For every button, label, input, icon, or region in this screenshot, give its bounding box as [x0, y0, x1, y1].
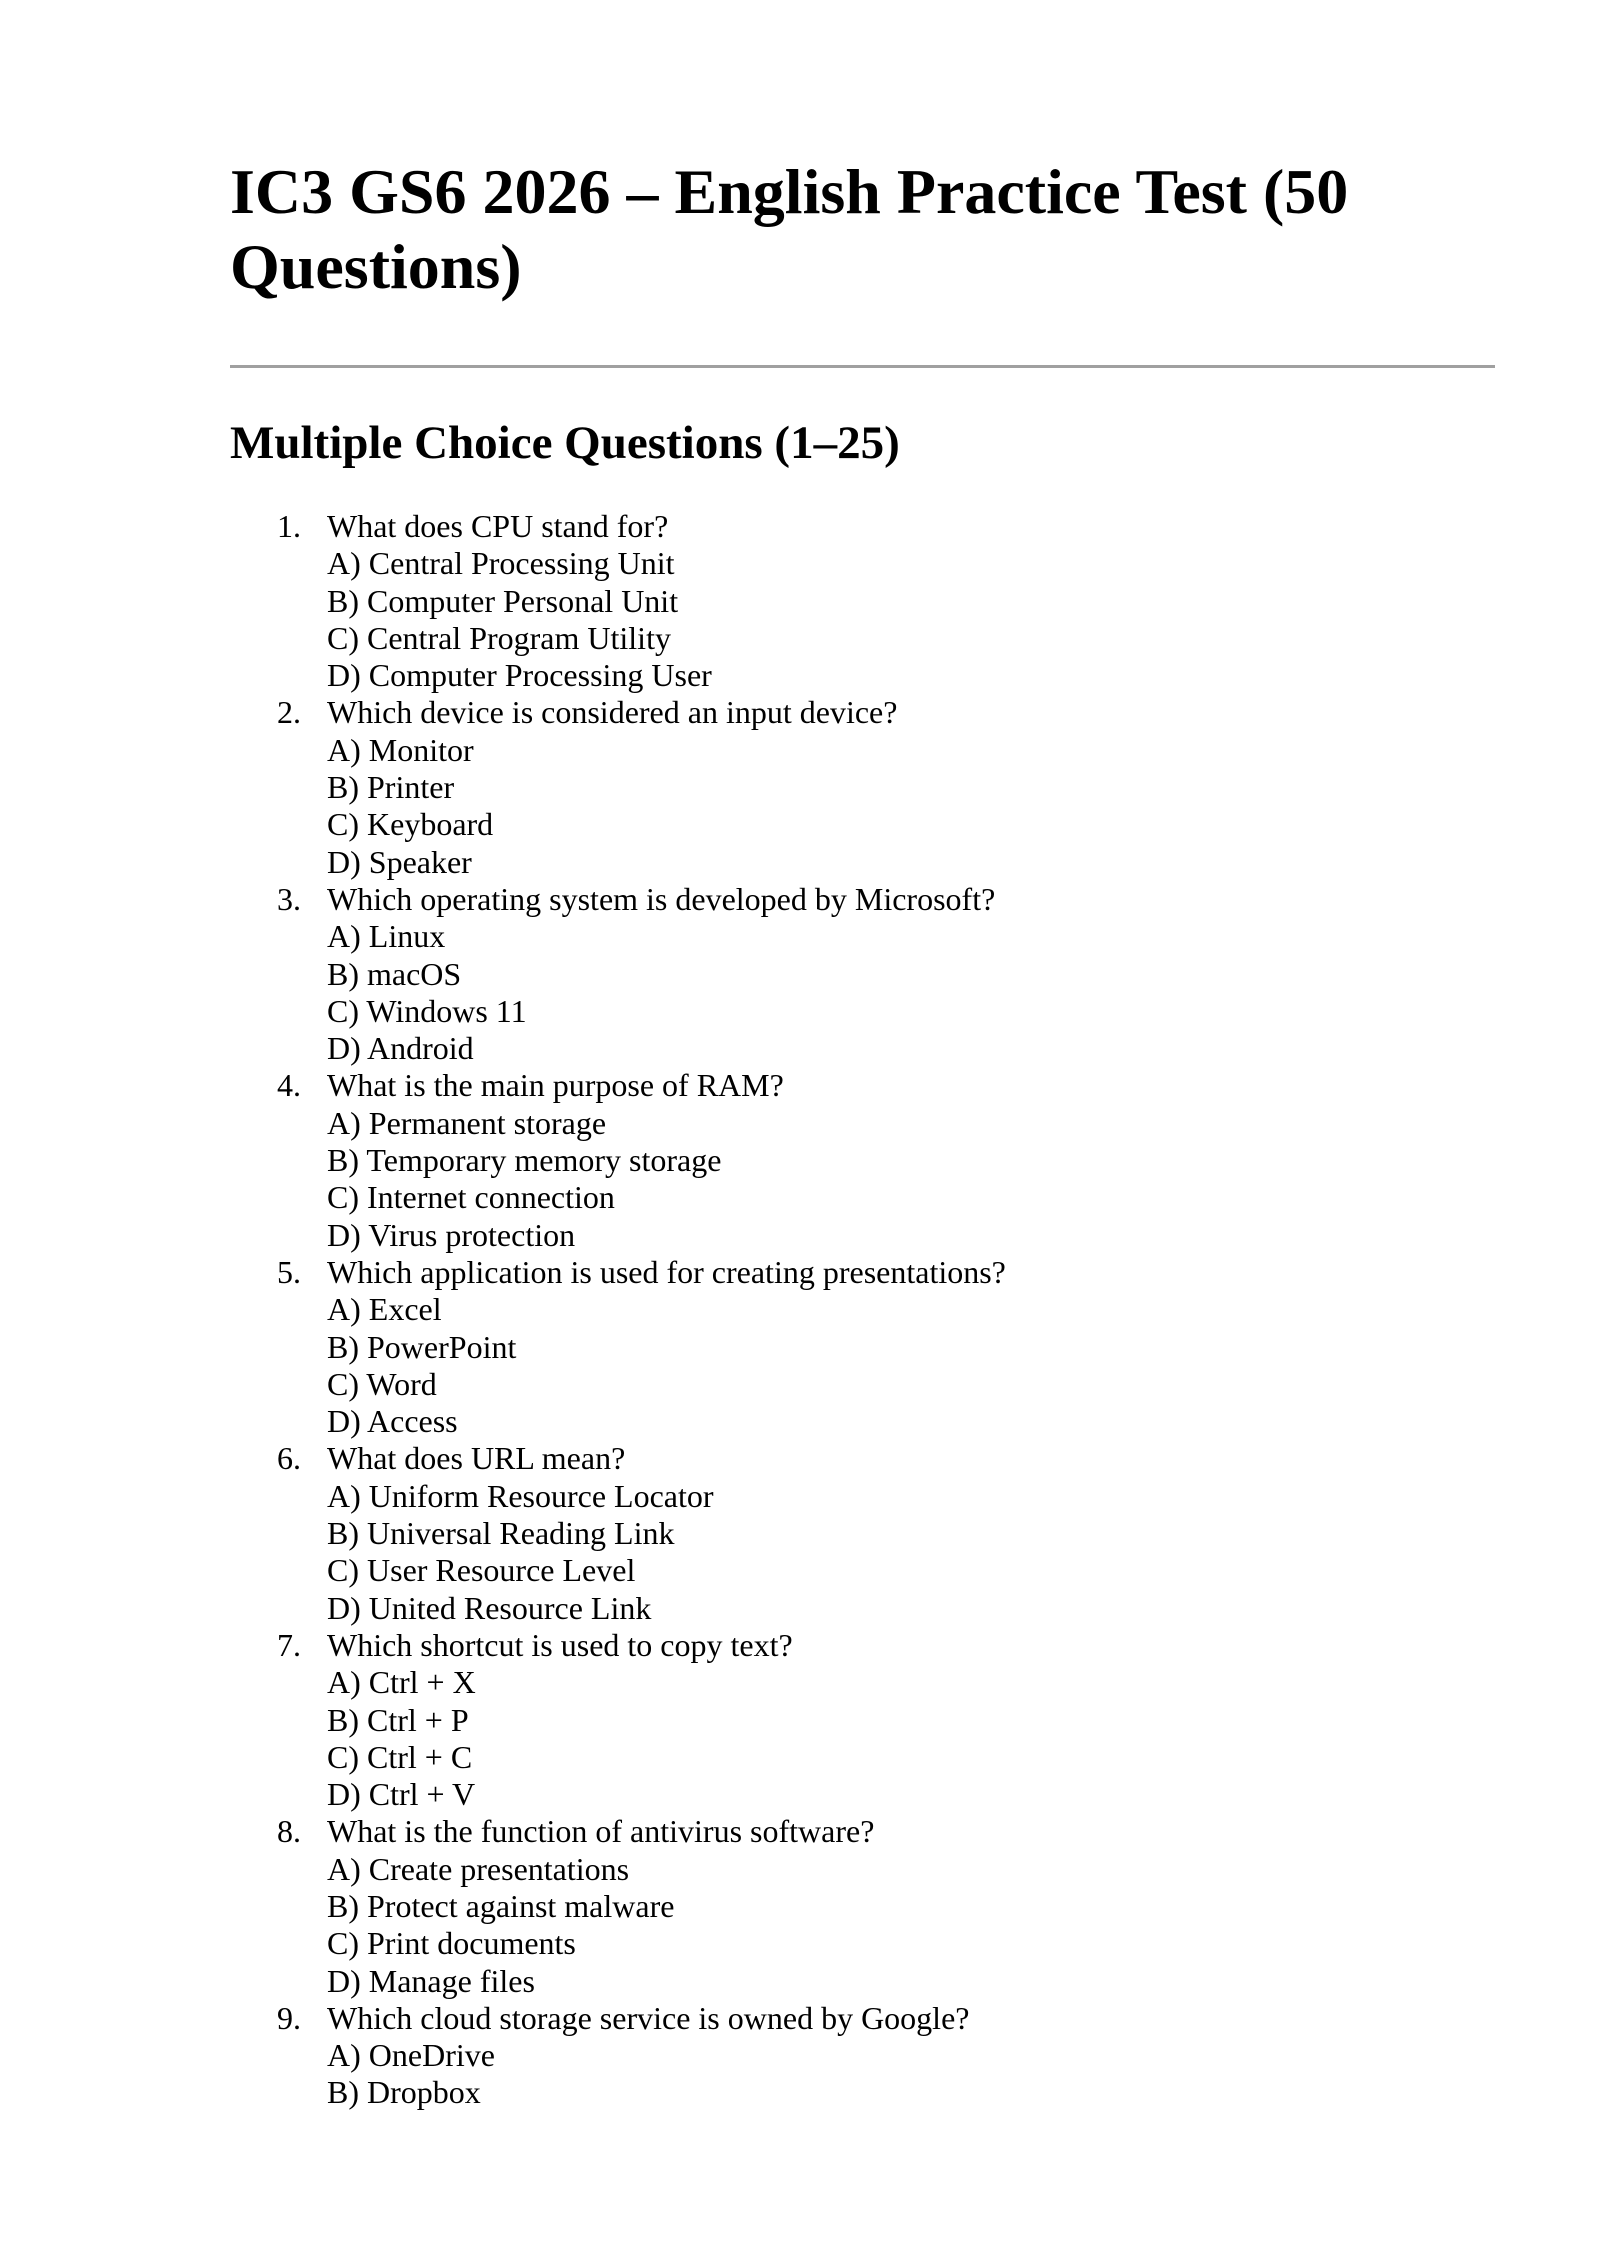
answer-option: A) Central Processing Unit [327, 545, 675, 582]
answer-option: A) Excel [327, 1291, 442, 1328]
question-text: Which cloud storage service is owned by Google? [327, 1999, 970, 2036]
answer-option: A) Monitor [327, 731, 474, 768]
answer-option: D) Computer Processing User [327, 657, 712, 694]
question-number: 9. [277, 1999, 301, 2036]
answer-option: C) Central Program Utility [327, 619, 671, 656]
answer-option: D) Speaker [327, 843, 472, 880]
answer-option: B) macOS [327, 955, 462, 992]
answer-option: A) Ctrl + X [327, 1664, 476, 1701]
question-text: Which shortcut is used to copy text? [327, 1626, 793, 1663]
answer-option: B) Universal Reading Link [327, 1515, 675, 1552]
document-title: IC3 GS6 2026 – English Practice Test (50 Questions) [230, 156, 1349, 302]
question-number: 3. [277, 880, 301, 917]
answer-option: A) Create presentations [327, 1850, 630, 1887]
answer-option: A) Uniform Resource Locator [327, 1477, 714, 1514]
answer-option: B) Printer [327, 769, 455, 806]
question-number: 7. [277, 1626, 301, 1663]
question-item [230, 1813, 1495, 1999]
question-item [230, 1627, 1495, 1813]
question-item [230, 1067, 1495, 1253]
question-number: 6. [277, 1440, 301, 1477]
answer-option: C) Internet connection [327, 1179, 615, 1216]
question-text: Which device is considered an input device? [327, 694, 898, 731]
question-number: 4. [277, 1067, 301, 1104]
question-item [230, 1254, 1495, 1440]
question-item [230, 881, 1495, 1067]
answer-option: B) Ctrl + P [327, 1701, 469, 1738]
answer-option: B) Computer Personal Unit [327, 582, 679, 619]
question-number: 1. [277, 508, 301, 544]
question-number: 2. [277, 694, 301, 731]
question-list [230, 508, 1495, 2112]
answer-option: D) Ctrl + V [327, 1776, 476, 1813]
answer-option: A) Permanent storage [327, 1104, 607, 1141]
question-text: Which application is used for creating presentations? [327, 1253, 1006, 1290]
question-text: What is the function of antivirus software? [327, 1813, 875, 1850]
section-heading: Multiple Choice Questions (1–25) [230, 417, 900, 469]
answer-option: D) Virus protection [327, 1216, 576, 1253]
horizontal-rule [230, 365, 1495, 368]
answer-option: B) Dropbox [327, 2074, 481, 2111]
answer-option: C) Windows 11 [327, 992, 527, 1029]
question-number: 8. [277, 1813, 301, 1850]
question-text: Which operating system is developed by Microsoft? [327, 880, 996, 917]
question-item [230, 2000, 1495, 2112]
question-text: What does URL mean? [327, 1440, 626, 1477]
answer-option: C) Ctrl + C [327, 1738, 473, 1775]
answer-option: D) Access [327, 1403, 458, 1440]
answer-option: C) User Resource Level [327, 1552, 636, 1589]
answer-option: B) Protect against malware [327, 1887, 675, 1924]
question-item [230, 694, 1495, 880]
answer-option: C) Word [327, 1365, 437, 1402]
answer-option: D) Manage files [327, 1962, 535, 1999]
question-text: What is the main purpose of RAM? [327, 1067, 784, 1104]
question-text: What does CPU stand for? [327, 508, 669, 544]
question-item [230, 1440, 1495, 1626]
answer-option: A) OneDrive [327, 2037, 495, 2074]
answer-option: D) Android [327, 1030, 474, 1067]
question-number: 5. [277, 1253, 301, 1290]
question-item [230, 508, 1495, 694]
answer-option: C) Print documents [327, 1925, 576, 1962]
answer-option: B) PowerPoint [327, 1328, 517, 1365]
answer-option: A) Linux [327, 918, 446, 955]
answer-option: B) Temporary memory storage [327, 1142, 722, 1179]
answer-option: D) United Resource Link [327, 1589, 652, 1626]
answer-option: C) Keyboard [327, 806, 494, 843]
